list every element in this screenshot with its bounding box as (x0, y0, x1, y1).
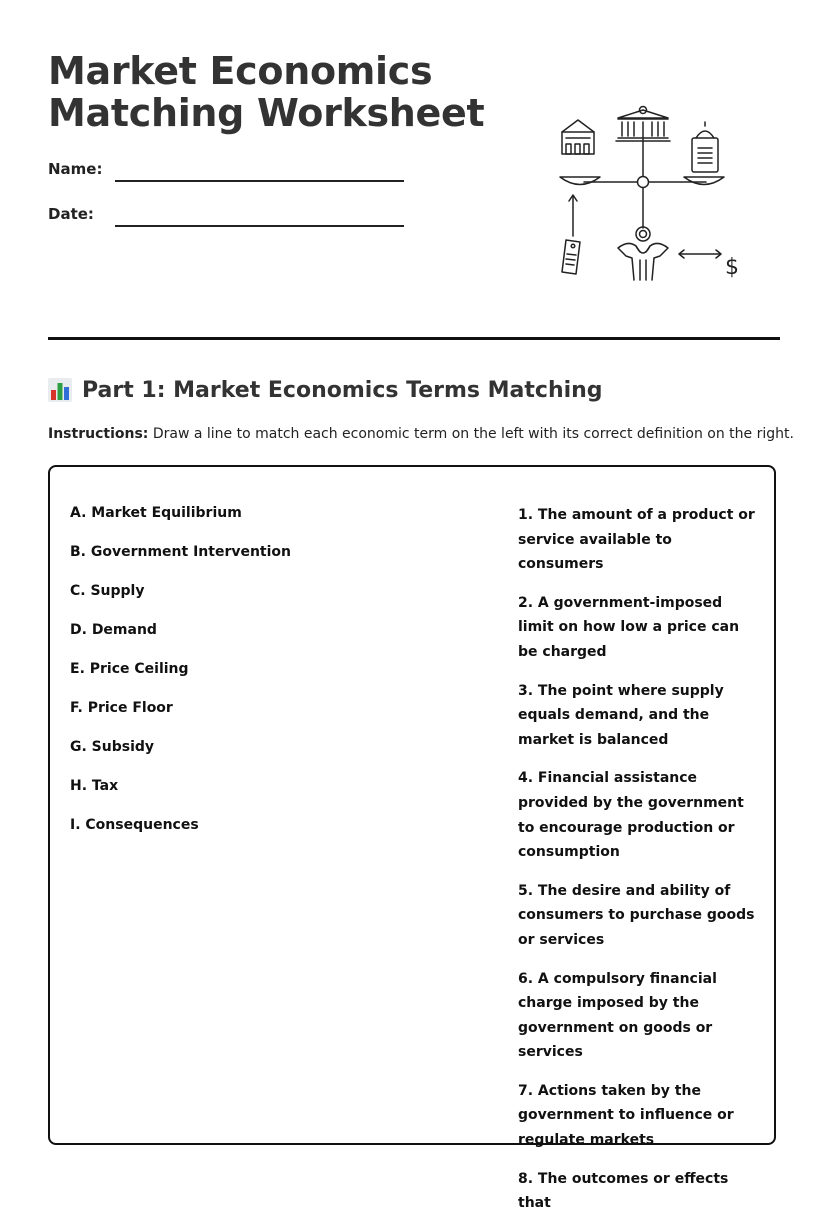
definition-item[interactable]: 5. The desire and ability of consumers to purchase goods or services (518, 882, 755, 948)
definitions-list (518, 503, 760, 1230)
definition-item[interactable]: 2. A government-imposed limit on how low a price can be charged (518, 594, 740, 660)
term-item[interactable]: B. Government Intervention (70, 544, 292, 560)
instructions-label: Instructions: (48, 426, 149, 442)
dollar-sign: $ (725, 255, 739, 280)
definition-item[interactable]: 4. Financial assistance provided by the government to encourage production or consumption (518, 770, 744, 861)
header-divider (48, 337, 780, 340)
term-item[interactable]: E. Price Ceiling (70, 661, 189, 677)
title-line-2: Matching Worksheet (48, 91, 485, 135)
definition-item[interactable]: 3. The point where supply equals demand, and the market is balanced (518, 682, 724, 748)
definition-item[interactable]: 7. Actions taken by the government to influence or regulate markets (518, 1082, 734, 1149)
date-line[interactable] (115, 225, 404, 227)
worksheet-header (48, 48, 780, 328)
term-item[interactable]: C. Supply (70, 583, 145, 599)
definition-item[interactable]: 1. The amount of a product or service available to consumers (518, 507, 755, 573)
market-scale-illustration (556, 100, 756, 300)
instructions (48, 424, 794, 444)
term-item[interactable]: I. Consequences (70, 817, 199, 833)
section-title: Part 1: Market Economics Terms Matching (82, 377, 603, 403)
date-field[interactable] (48, 203, 408, 233)
terms-list (70, 503, 470, 854)
term-item[interactable]: H. Tax (70, 778, 119, 794)
name-label: Name: (48, 160, 103, 178)
section-heading (48, 374, 603, 406)
definition-item[interactable]: 6. A compulsory financial charge imposed by the government on goods or services (518, 970, 717, 1061)
name-field[interactable] (48, 158, 408, 188)
worksheet-title (48, 50, 488, 134)
definition-item[interactable]: 8. The outcomes or effects that (518, 1170, 729, 1212)
worksheet-page (48, 0, 794, 1212)
term-item[interactable]: F. Price Floor (70, 700, 173, 716)
term-item[interactable]: A. Market Equilibrium (70, 505, 242, 521)
term-item[interactable]: G. Subsidy (70, 739, 155, 755)
term-item[interactable]: D. Demand (70, 622, 157, 638)
title-line-1: Market Economics (48, 49, 433, 93)
date-label: Date: (48, 205, 94, 223)
name-line[interactable] (115, 180, 404, 182)
instructions-text: Draw a line to match each economic term on the left with its correct definition on the right. (152, 426, 794, 442)
matching-box (48, 465, 776, 1212)
bar-chart-icon (48, 378, 72, 402)
